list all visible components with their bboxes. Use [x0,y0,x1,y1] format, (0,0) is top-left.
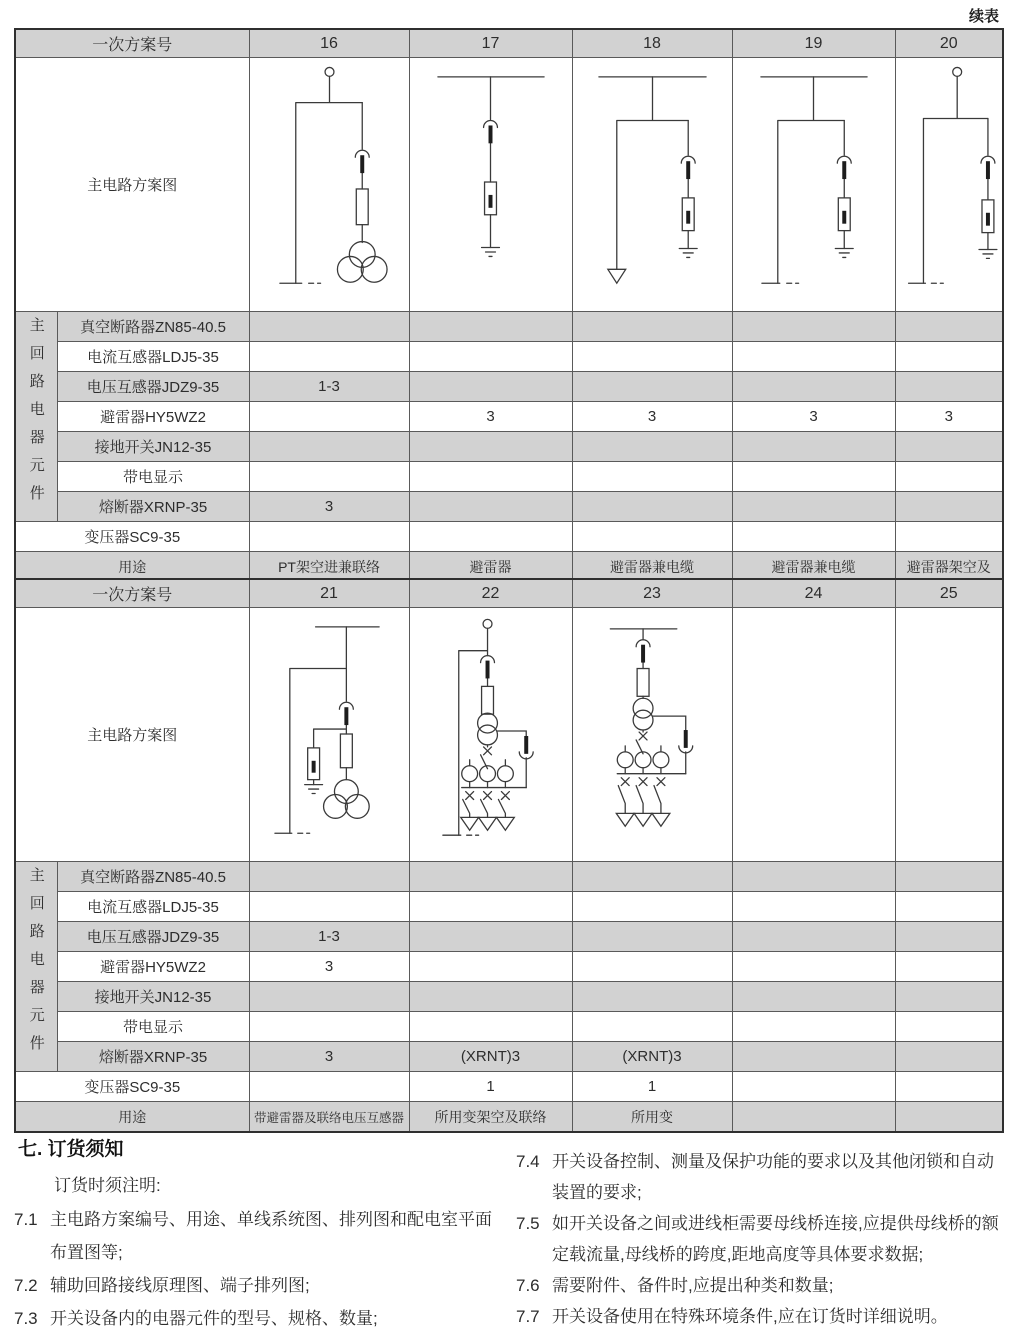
component-value [895,522,1003,552]
diagram-cell-21 [249,608,409,862]
diagram-cell-empty [895,608,1003,862]
component-value [732,522,895,552]
component-value [409,432,572,462]
usage-value: 所用变架空及联络 [409,1102,572,1133]
note-text: 如开关设备之间或进线柜需要母线桥连接,应提供母线桥的额定载流量,母线桥的跨度,距地高度等具体要求数据; [552,1214,999,1264]
scheme-16-diagram [250,59,409,310]
scheme-19-diagram [733,59,895,310]
component-name: 电压互感器JDZ9-35 [57,922,249,952]
note-text: 辅助回路接线原理图、端子排列图; [50,1276,310,1295]
note-number: 7.2 [14,1276,38,1295]
scheme-number-label: 一次方案号 [15,29,249,58]
diagram-row-label: 主电路方案图 [15,58,249,312]
component-value: 3 [249,1042,409,1072]
component-value [409,922,572,952]
note-number: 7.7 [516,1307,540,1326]
component-value: 1-3 [249,922,409,952]
component-value [895,492,1003,522]
component-value [572,862,732,892]
scheme-21-diagram [250,609,409,860]
component-value [249,312,409,342]
ground-symbol [835,248,853,257]
component-value [572,372,732,402]
usage-value: 避雷器兼电缆 [732,552,895,583]
component-row [15,462,1003,492]
note-item [516,1301,1006,1332]
fuse-circle-row-symbol [617,746,669,774]
note-text: 开关设备内的电器元件的型号、规格、数量; [50,1309,378,1328]
component-value: 1 [572,1072,732,1102]
outgoing-switch-symbol [462,792,509,818]
line-terminal-icon [483,619,492,628]
notes-left-column [14,1132,506,1335]
component-row [15,1042,1003,1072]
component-row [15,342,1003,372]
component-value [895,462,1003,492]
component-value [409,982,572,1012]
scheme-table-16-20 [14,28,1004,583]
component-row [15,1012,1003,1042]
component-row [15,952,1003,982]
ground-symbol [481,247,499,256]
note-item [14,1269,506,1302]
note-number: 7.3 [14,1309,38,1328]
group-label: 主回路电器元件 [15,312,57,522]
component-value [572,1012,732,1042]
scheme-number-16: 16 [249,29,409,58]
usage-value [732,1102,895,1133]
table-header-row [15,579,1003,608]
component-row [15,312,1003,342]
component-value [249,1072,409,1102]
component-value [572,462,732,492]
component-name: 熔断器XRNP-35 [57,492,249,522]
component-value [249,402,409,432]
component-value: 1-3 [249,372,409,402]
component-value [895,952,1003,982]
scheme-20-diagram [896,59,1003,310]
component-value [249,982,409,1012]
component-row [15,402,1003,432]
component-value [895,1042,1003,1072]
fuse-symbol [356,189,368,225]
component-name: 电压互感器JDZ9-35 [57,372,249,402]
component-value [732,372,895,402]
component-value [895,432,1003,462]
cable-head-symbol [616,813,670,826]
component-value [732,492,895,522]
component-value [409,952,572,982]
component-value [409,492,572,522]
diagram-row-label: 主电路方案图 [15,608,249,862]
diagram-row [15,608,1003,862]
usage-value: PT架空进兼联络 [249,552,409,583]
usage-row [15,1102,1003,1133]
component-value [732,1042,895,1072]
component-value [732,1012,895,1042]
scheme-number-18: 18 [572,29,732,58]
notes-intro: 订货时须注明: [54,1176,161,1195]
pt-symbol [337,242,387,283]
fuse-symbol [481,686,493,714]
usage-value: 带避雷器及联络电压互感器 [249,1102,409,1133]
note-text: 需要附件、备件时,应提出种类和数量; [552,1276,834,1295]
transformer-symbol [633,698,653,730]
component-row [15,892,1003,922]
breaker-x-symbol [639,732,647,740]
component-value [572,982,732,1012]
component-row [15,922,1003,952]
scheme-table-21-25 [14,578,1004,1133]
scheme-number-label: 一次方案号 [15,579,249,608]
scheme-number-21: 21 [249,579,409,608]
component-value [409,522,572,552]
component-name: 避雷器HY5WZ2 [57,952,249,982]
component-value [249,432,409,462]
component-value [895,312,1003,342]
component-value [409,312,572,342]
notes-heading: 七. 订货须知 [18,1139,124,1160]
scheme-17-diagram [410,59,572,310]
component-value [249,1012,409,1042]
scheme-number-22: 22 [409,579,572,608]
line-terminal-icon [952,67,961,76]
component-value [732,952,895,982]
note-number: 7.5 [516,1214,540,1233]
component-value [572,952,732,982]
usage-label: 用途 [15,552,249,583]
component-name: 带电显示 [57,1012,249,1042]
component-value [409,372,572,402]
note-item [516,1270,1006,1301]
transformer-row [15,1072,1003,1102]
component-value [572,522,732,552]
group-label: 主回路电器元件 [15,862,57,1072]
component-row [15,492,1003,522]
component-value [895,982,1003,1012]
component-value: (XRNT)3 [409,1042,572,1072]
line-terminal-icon [325,67,334,76]
component-value [409,1012,572,1042]
component-value [732,862,895,892]
fuse-symbol [637,669,649,697]
note-text: 主电路方案编号、用途、单线系统图、排列图和配电室平面布置图等; [50,1210,492,1262]
diagram-cell-19 [732,58,895,312]
component-value [732,982,895,1012]
diagram-row [15,58,1003,312]
component-name: 接地开关JN12-35 [57,982,249,1012]
diagram-cell-20 [895,58,1003,312]
scheme-18-diagram [573,59,732,310]
scheme-22-diagram [410,609,572,860]
component-value [895,922,1003,952]
component-value [895,372,1003,402]
component-value [732,462,895,492]
note-number: 7.1 [14,1210,38,1229]
component-value [572,432,732,462]
fuse-circle-row-symbol [461,760,513,788]
component-name: 避雷器HY5WZ2 [57,402,249,432]
continued-table-label: 续表 [968,8,999,25]
component-name: 真空断路器ZN85-40.5 [57,862,249,892]
component-value: 3 [895,402,1003,432]
component-name: 电流互感器LDJ5-35 [57,342,249,372]
component-value [572,312,732,342]
table-header-row [15,29,1003,58]
cable-head-symbol [460,817,514,830]
fuse-symbol [340,734,352,768]
scheme-number-23: 23 [572,579,732,608]
component-value [732,342,895,372]
component-row [15,372,1003,402]
component-value [249,522,409,552]
transformer-row [15,522,1003,552]
component-value: 3 [249,492,409,522]
component-name: 变压器SC9-35 [15,1072,249,1102]
component-row [15,862,1003,892]
usage-value: 避雷器 [409,552,572,583]
component-value: 1 [409,1072,572,1102]
component-value [895,342,1003,372]
component-value [732,312,895,342]
component-value [409,862,572,892]
component-value: (XRNT)3 [572,1042,732,1072]
component-name: 真空断路器ZN85-40.5 [57,312,249,342]
component-name: 变压器SC9-35 [15,522,249,552]
component-name: 电流互感器LDJ5-35 [57,892,249,922]
diagram-cell-18 [572,58,732,312]
component-value [249,462,409,492]
component-value [572,492,732,522]
note-text: 开关设备使用在特殊环境条件,应在订货时详细说明。 [552,1307,948,1326]
notes-right-column [516,1132,1006,1335]
component-value [895,862,1003,892]
usage-value: 避雷器架空及 [895,552,1003,583]
diagram-cell-17 [409,58,572,312]
note-text: 开关设备控制、测量及保护功能的要求以及其他闭锁和自动装置的要求; [552,1152,994,1202]
component-value [409,892,572,922]
component-value: 3 [249,952,409,982]
transformer-symbol [477,713,497,745]
ground-symbol [679,248,697,257]
component-value: 3 [409,402,572,432]
component-value [732,892,895,922]
component-value [409,462,572,492]
note-item [516,1208,1006,1270]
scheme-number-19: 19 [732,29,895,58]
component-value [249,342,409,372]
component-row [15,982,1003,1012]
scheme-number-25: 25 [895,579,1003,608]
note-item [516,1146,1006,1208]
diagram-cell-23 [572,608,732,862]
outgoing-switch-symbol [618,778,665,814]
component-value [249,862,409,892]
component-value [895,1012,1003,1042]
scheme-number-17: 17 [409,29,572,58]
component-value [249,892,409,922]
component-value: 3 [572,402,732,432]
component-value [572,892,732,922]
scheme-23-diagram [573,609,732,860]
component-row [15,432,1003,462]
ordering-notes-section [14,1132,1006,1335]
ground-symbol [979,249,997,258]
note-number: 7.4 [516,1152,540,1171]
component-name: 接地开关JN12-35 [57,432,249,462]
component-value [895,1072,1003,1102]
pt-symbol [323,780,369,819]
breaker-x-symbol [483,747,491,755]
component-value [572,342,732,372]
usage-value [895,1102,1003,1133]
scheme-number-24: 24 [732,579,895,608]
usage-value: 所用变 [572,1102,732,1133]
component-value [409,342,572,372]
diagram-cell-22 [409,608,572,862]
note-number: 7.6 [516,1276,540,1295]
component-value: 3 [732,402,895,432]
diagram-cell-16 [249,58,409,312]
component-value [732,1072,895,1102]
component-name: 带电显示 [57,462,249,492]
component-value [732,432,895,462]
scheme-number-20: 20 [895,29,1003,58]
note-item [14,1203,506,1269]
usage-value: 避雷器兼电缆 [572,552,732,583]
component-name: 熔断器XRNP-35 [57,1042,249,1072]
component-value [572,922,732,952]
usage-label: 用途 [15,1102,249,1133]
ground-symbol [304,785,322,794]
component-value [732,922,895,952]
diagram-cell-empty [732,608,895,862]
cable-head-symbol [607,269,625,283]
component-value [895,892,1003,922]
note-item [14,1302,506,1335]
